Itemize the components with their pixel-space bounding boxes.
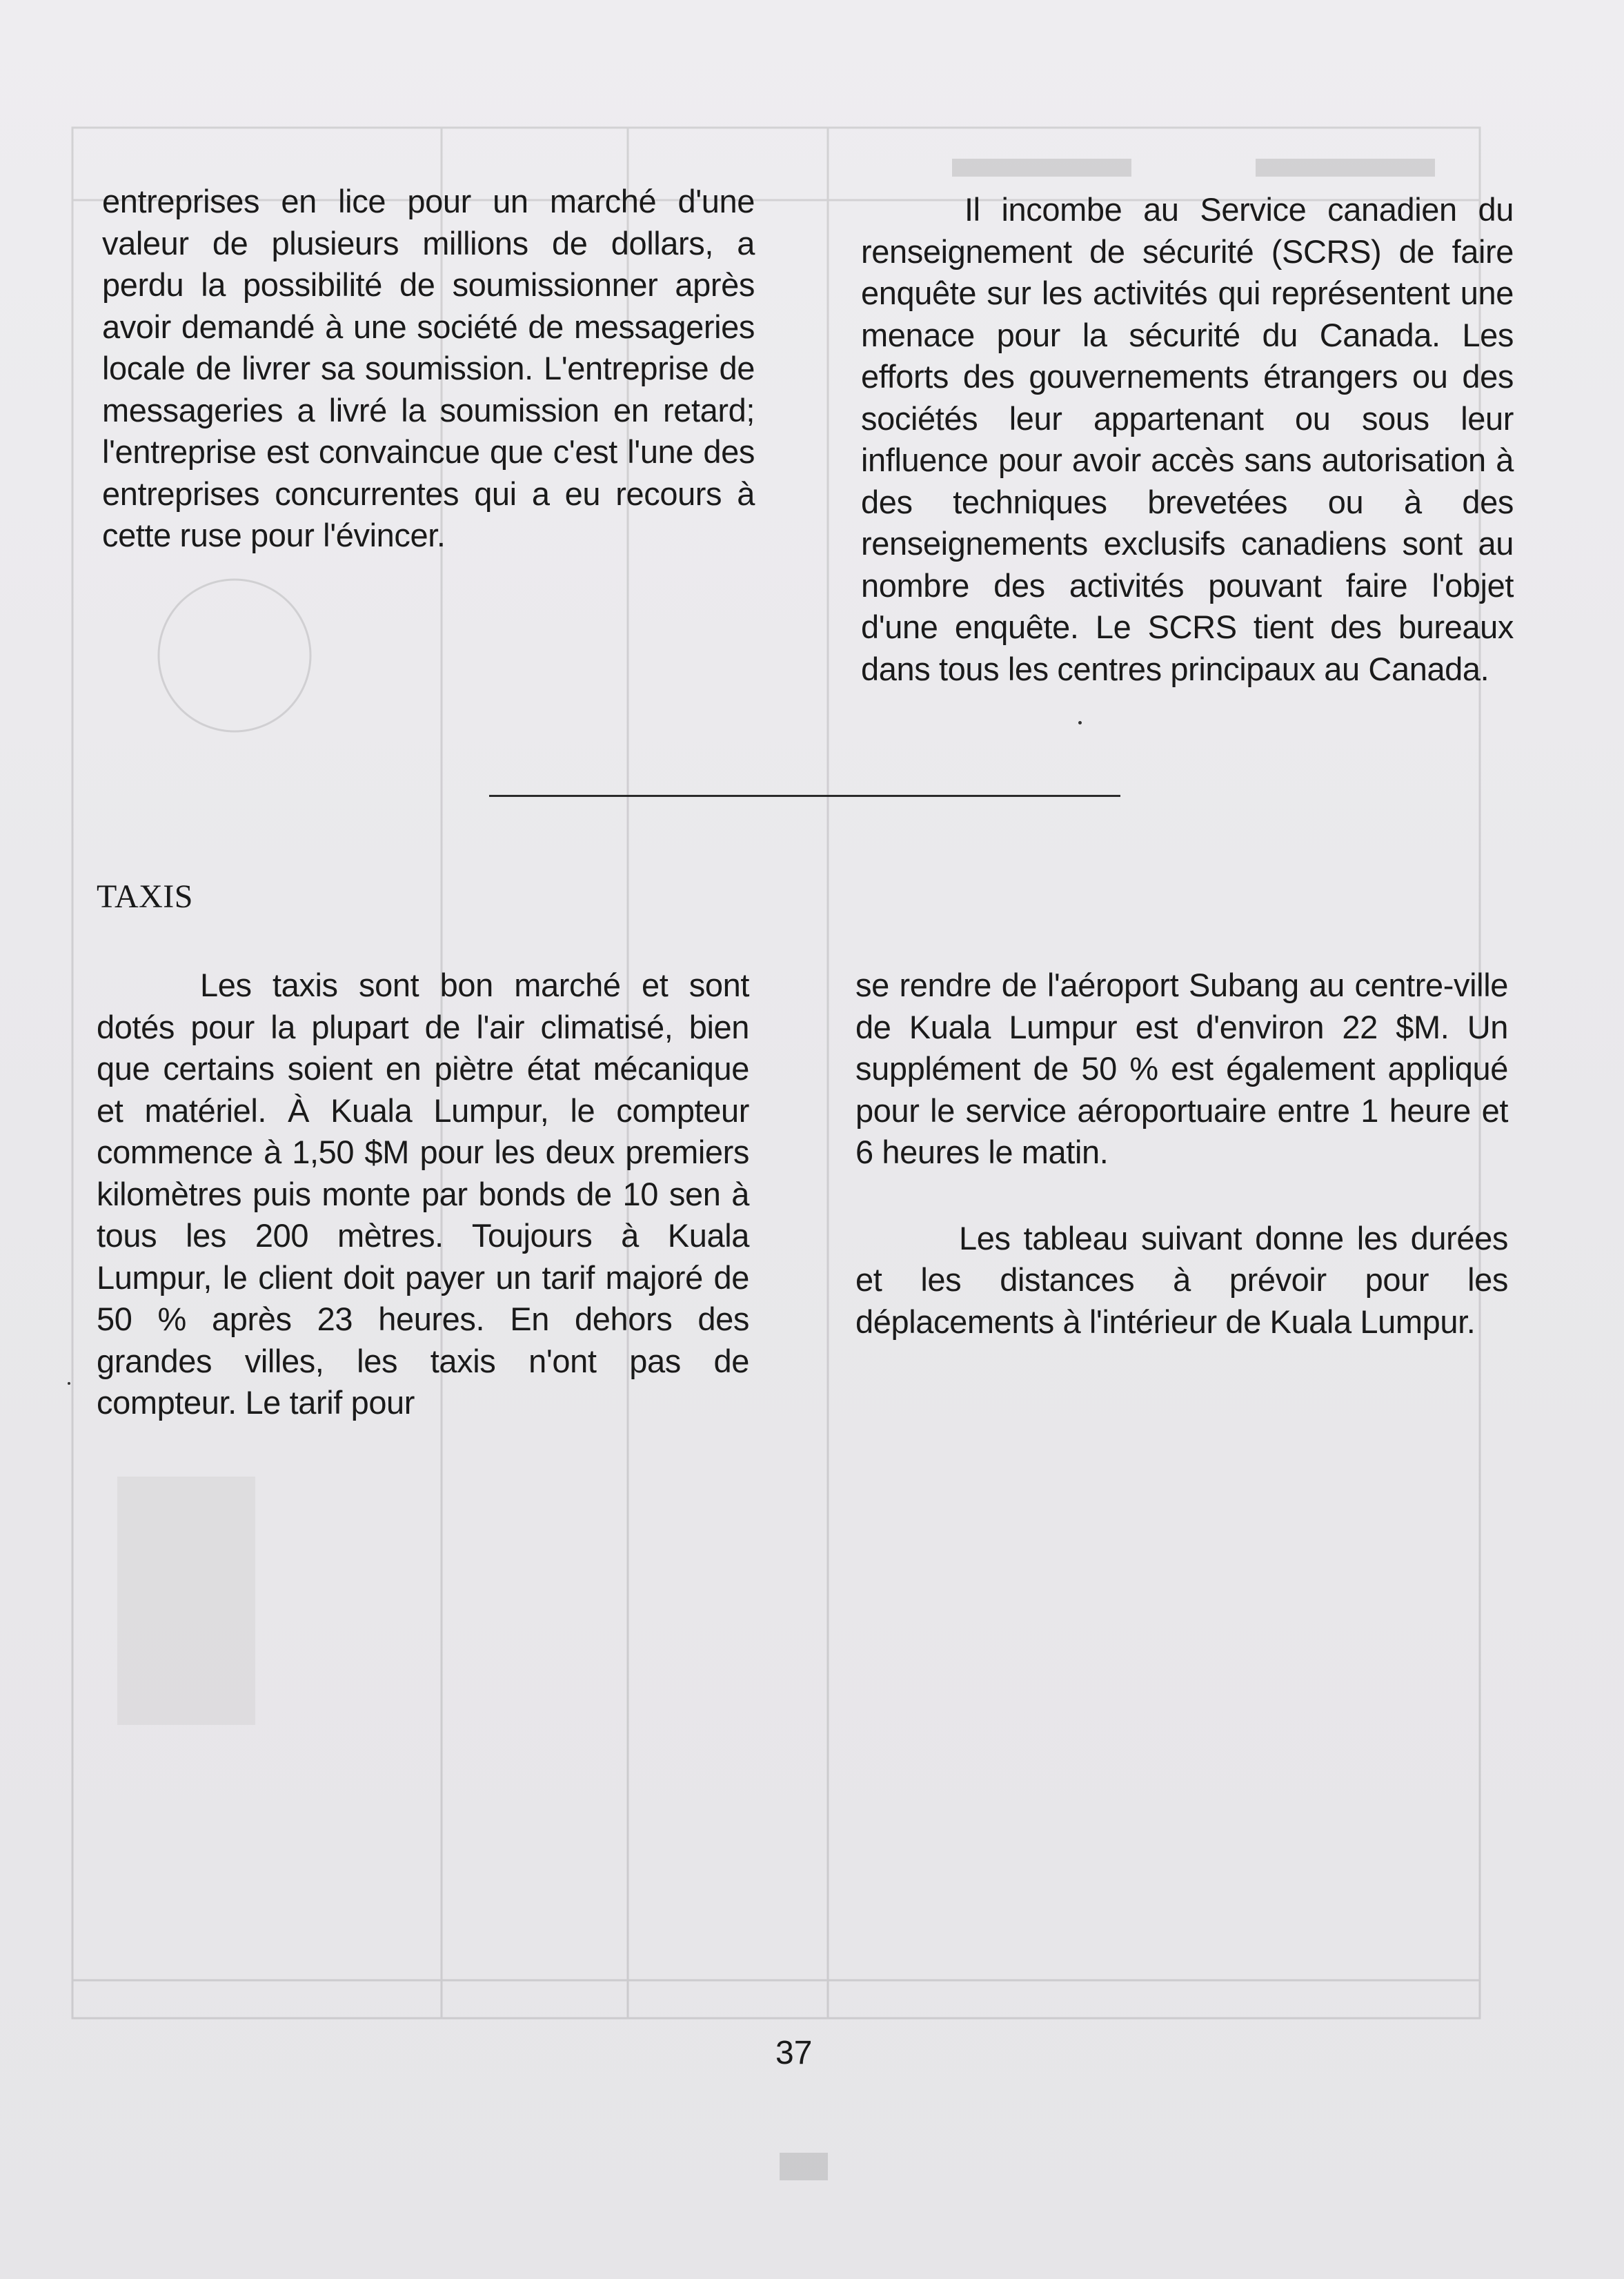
top-left-column xyxy=(102,181,755,557)
top-right-column xyxy=(861,189,1514,690)
section-divider xyxy=(489,795,1120,797)
scan-speck xyxy=(1078,721,1082,724)
page-number: 37 xyxy=(775,2035,813,2071)
paragraph: se rendre de l'aéroport Subang au centre-ville de Kuala Lumpur est d'environ 22 $M. Un supplément de 50 % est également appliqué pour le service aéroportuaire entre 1 heure et 6 heures le matin. xyxy=(855,967,1508,1170)
paragraph: Il incombe au Service canadien du renseignement de sécurité (SCRS) de faire enquête sur les activités qui représentent une menace pour la sécurité du Canada. Les efforts des gouvernements étrangers ou des sociétés leur appartenant ou sous leur influence pour avoir accès sans autorisation à des techniques brevetées ou à des renseignements exclusifs canadiens sont au nombre des activités pouvant faire l'objet d'une enquête. Le SCRS tient des bureaux dans tous les centres principaux au Canada. xyxy=(861,191,1514,687)
paragraph: Les taxis sont bon marché et sont dotés pour la plupart de l'air climatisé, bien que certains soient en piètre état mécanique et matériel. À Kuala Lumpur, le compteur commence à 1,50 $M pour les deux premiers kilomètres puis monte par bonds de 10 sen à tous les 200 mètres. Toujours à Kuala Lumpur, le client doit payer un tarif majoré de 50 % après 23 heures. En dehors des grandes villes, les taxis n'ont pas de compteur. Le tarif pour xyxy=(97,967,749,1421)
section-heading: TAXIS xyxy=(97,878,193,915)
scan-speck xyxy=(68,1382,70,1385)
paragraph: entreprises en lice pour un marché d'une valeur de plusieurs millions de dollars, a perdu la possibilité de soumissionner après avoir demandé à une société de messageries locale de livrer sa soumission. L'entreprise de messageries a livré la soumission en retard; l'entreprise est convaincue que c'est l'une des entreprises concurrentes qui a eu recours à cette ruse pour l'évincer. xyxy=(102,183,755,553)
taxis-right-column xyxy=(855,965,1508,1343)
paragraph: Les tableau suivant donne les durées et les distances à prévoir pour les déplacements à l'intérieur de Kuala Lumpur. xyxy=(855,1219,1508,1340)
taxis-left-column xyxy=(97,965,749,1424)
